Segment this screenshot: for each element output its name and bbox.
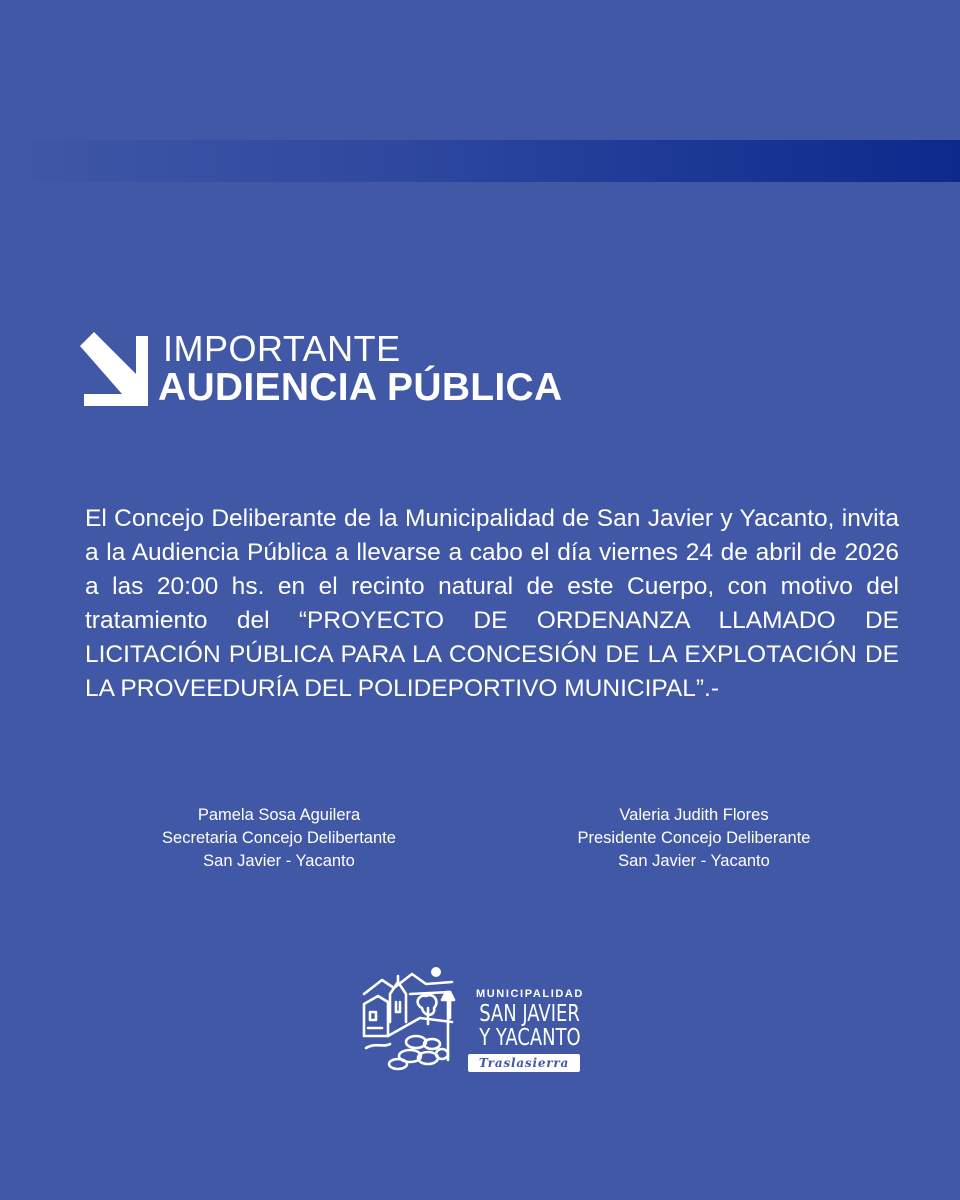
signer-role: Secretaria Concejo Delibertante bbox=[162, 829, 396, 847]
town-illustration-icon bbox=[360, 964, 460, 1072]
signer-name: Valeria Judith Flores bbox=[619, 806, 769, 824]
municipality-logo bbox=[360, 964, 584, 1076]
signer-place: San Javier - Yacanto bbox=[203, 852, 355, 870]
decorative-stripe bbox=[0, 140, 960, 182]
header-kicker: IMPORTANTE bbox=[163, 328, 401, 369]
page-title: AUDIENCIA PÚBLICA bbox=[158, 366, 563, 409]
logo-line-2: Y YACANTO bbox=[479, 1025, 581, 1051]
signer-role: Presidente Concejo Deliberante bbox=[577, 829, 811, 847]
signature-left bbox=[119, 804, 439, 873]
logo-line-1: SAN JAVIER bbox=[479, 1001, 580, 1027]
logo-kicker: MUNICIPALIDAD bbox=[476, 988, 584, 1000]
signer-place: San Javier - Yacanto bbox=[618, 852, 770, 870]
arrow-down-right-icon bbox=[80, 332, 148, 406]
signature-right bbox=[534, 804, 854, 873]
announcement-text: El Concejo Deliberante de la Municipalidad de San Javier y Yacanto, invita a la Audiencia Pública a llevarse a cabo el día viernes 24 de abril de 2026 a las 20:00 hs. en el recinto natural de este Cuerpo, con motivo del tratamiento del “PROYECTO DE ORDENANZA LLAMADO DE LICITACIÓN PÚBLICA PARA LA CONCESIÓN DE LA EXPLOTACIÓN DE LA PROVEEDURÍA DEL POLIDEPORTIVO MUNICIPAL”.- bbox=[85, 505, 899, 702]
logo-tagline: Traslasierra bbox=[468, 1054, 580, 1072]
signer-name: Pamela Sosa Aguilera bbox=[197, 806, 361, 824]
